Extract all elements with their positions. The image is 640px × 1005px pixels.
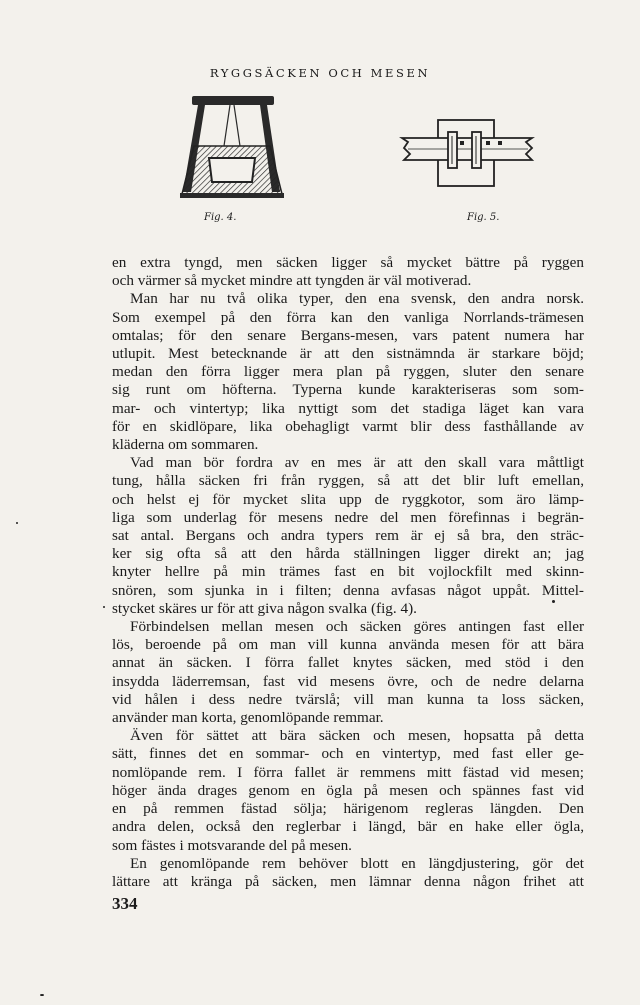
text-line: insydda läderremsan, fast vid mesens övre, och de nedre delarna xyxy=(112,672,584,690)
text-line: omtalas; för den senare Bergans-mesen, vars patent numera har xyxy=(112,326,584,344)
text-line: sig runt om höfterna. Typerna kunde karakteriseras som som- xyxy=(112,381,584,399)
figure-5-caption: Fig. 5. xyxy=(467,212,500,223)
text-line: sat antal. Bergans och andra typers rem är ej så bra, den sträc- xyxy=(112,527,584,545)
text-line: knyter hellre på min trämes fast en bit vojlockfilt med skinn- xyxy=(112,563,584,581)
frame-top-bar xyxy=(192,96,274,105)
figure-4-frame-illustration xyxy=(172,94,292,206)
text-line: Även för sättet att bära säcken och mesen, hopsatta på detta xyxy=(130,727,584,745)
body-text xyxy=(112,254,584,891)
print-speck xyxy=(103,606,105,608)
strap-hole xyxy=(486,141,490,145)
text-line: lös, beroende på om man vill kunna använda mesen för att bära xyxy=(112,636,584,654)
text-line: vid hålen i dess nedre tvärslå; vill man kunna ta loss säcken, xyxy=(112,690,584,708)
page-number: 334 xyxy=(112,894,138,913)
padding-cutout xyxy=(209,158,255,182)
text-line: mar- och vintertyp; lika nyttigt som det stadiga läget kan vara xyxy=(112,399,584,417)
text-line: tung, hålla säcken fri från ryggen, så att det blir luft emellan, xyxy=(112,472,584,490)
frame-inner-line xyxy=(224,105,230,146)
frame-bottom-bar xyxy=(180,193,284,198)
text-line: annat än säcken. I förra fallet knytes säcken, med stöd i den xyxy=(112,654,584,672)
text-line: höger ända drages genom en ögla på mesen och spännes fast vid xyxy=(112,781,584,799)
frame-inner-line xyxy=(234,105,240,146)
text-line: medan den förra ligger mera plan på ryggen, sluter den senare xyxy=(112,363,584,381)
text-line: ker sig ofta så att den hårda ställningen ligger direkt an; jag xyxy=(112,545,584,563)
text-line: lättare att kränga på säcken, men lämnar denna någon frihet att xyxy=(112,872,584,890)
text-line: en extra tyngd, men säcken ligger så mycket bättre på ryggen xyxy=(112,254,584,271)
text-line: Förbindelsen mellan mesen och säcken göres antingen fast eller xyxy=(130,618,584,636)
text-line: kläderna om sommaren. xyxy=(112,436,259,454)
text-line: en på remmen fästad sölja; härigenom regleras längden. Den xyxy=(112,800,584,818)
running-head: RYGGSÄCKEN OCH MESEN xyxy=(209,66,431,80)
text-line: som fästes i motsvarande del på mesen. xyxy=(112,836,352,854)
text-line: En genomlöpande rem behöver blott en längdjustering, gör det xyxy=(130,854,584,872)
text-line: för en skidlöpare, lika obehagligt varmt blir dess fasthållande av xyxy=(112,417,584,435)
text-line: använder man korta, genomlöpande remmar. xyxy=(112,709,384,727)
text-line: sätt, finnes det en sommar- och en vintertyp, med fast eller ge- xyxy=(112,745,584,763)
text-line: Vad man bör fordra av en mes är att den skall vara måttligt xyxy=(130,454,584,472)
text-line: och värmer så mycket mindre att tyngden är väl motiverad. xyxy=(112,272,472,290)
text-line: Man har nu två olika typer, den ena svensk, den andra norsk. xyxy=(130,290,584,308)
strap-hole xyxy=(460,141,464,145)
figure-5-strap-illustration xyxy=(398,118,538,198)
text-line: stycket skäres ur för att giva någon svalka (fig. 4). xyxy=(112,599,417,617)
text-line: andra delen, också den reglerbar i längd, bär en hake eller ögla, xyxy=(112,818,584,836)
print-speck xyxy=(40,994,44,996)
strap-hole xyxy=(498,141,502,145)
text-line: nomlöpande rem. I förra fallet är remmens mitt fästad vid mesen; xyxy=(112,763,584,781)
text-line: liga som underlag för mesens nedre del men förefinnas i begrän- xyxy=(112,508,584,526)
figure-4-caption: Fig. 4. xyxy=(204,212,237,223)
text-line: Som exempel på den förra kan den vanliga Norrlands-trämesen xyxy=(112,308,584,326)
text-line: snören, som sjunka in i filten; denna avfasas något uppåt. Mittel- xyxy=(112,581,584,599)
text-line: och helst ej för mycket slita upp de ryggkotor, som äro lämp- xyxy=(112,490,584,508)
print-speck xyxy=(16,522,18,524)
text-line: utlupit. Mest betecknande är att den sistnämnda är starkare böjd; xyxy=(112,345,584,363)
print-speck xyxy=(552,600,555,603)
